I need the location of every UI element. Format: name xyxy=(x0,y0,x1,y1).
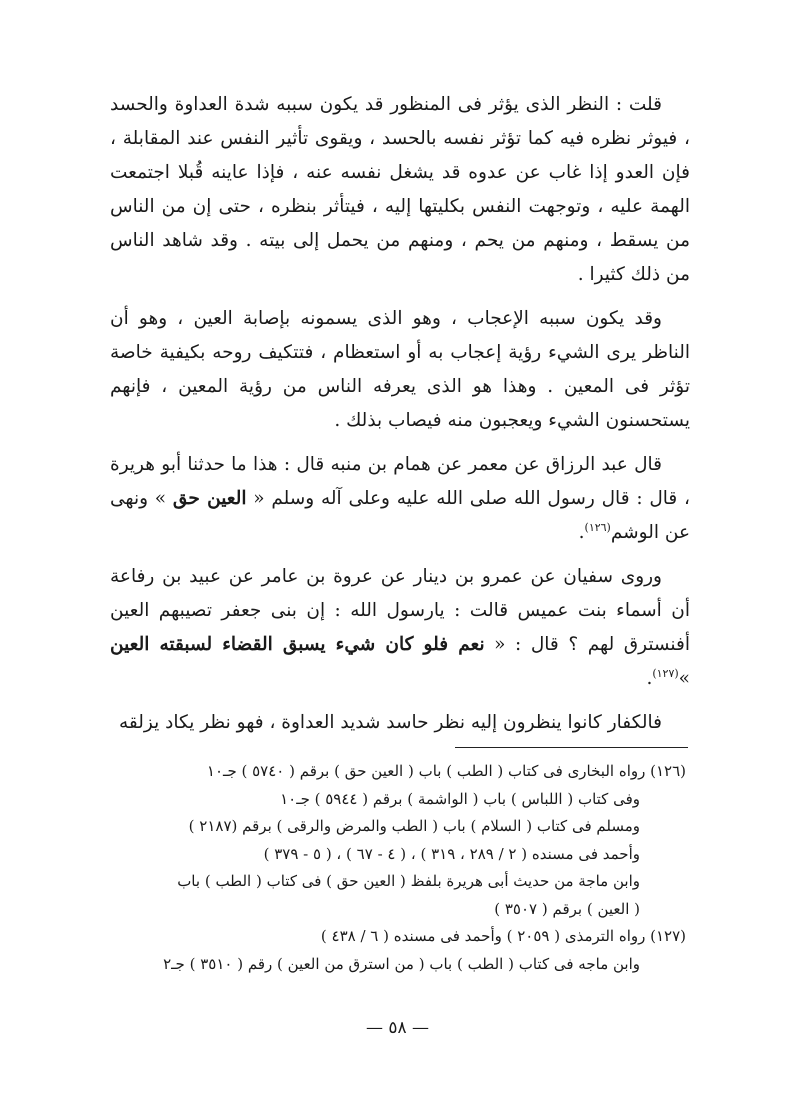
footnote-ref-126: (١٢٦) xyxy=(584,520,611,534)
footnote-127-line-2: وابن ماجه فى كتاب ( الطب ) باب ( من استرق من العين ) رقم ( ٣٥١٠ ) جـ٢ xyxy=(163,954,640,973)
paragraph-4-pre: وروى سفيان عن عمرو بن دينار عن عروة بن عامر عن عبيد بن رفاعة أن أسماء بنت عميس قالت : يارسول الله : إن بنى جعفر تصيبهم العين أفنسترق لهم ؟ قال : « xyxy=(110,566,690,655)
page-number: — ٥٨ — xyxy=(365,1018,430,1038)
paragraph-5: فالكفار كانوا ينظرون إليه نظر حاسد شديد العداوة ، فهو نظر يكاد يزلقه xyxy=(118,712,662,733)
footnote-126-line-2: وفى كتاب ( اللباس ) باب ( الواشمة ) برقم ( ٥٩٤٤ ) جـ١٠ xyxy=(280,789,640,808)
paragraph-3-end: . xyxy=(578,522,585,543)
paragraph-4-post: » xyxy=(678,668,690,689)
paragraph-1: قلت : النظر الذى يؤثر فى المنظور قد يكون سببه شدة العداوة والحسد ، فيوثر نظره فيه كما تؤثر نفسه بالحسد ، ويقوى تأثير النفس عند المقابلة ، فإن العدو إذا غاب عن عدوه قد يشغل نفسه عنه ، فإذا عاينه قُبلا اجتمعت الهمة عليه ، وتوجهت النفس بكليتها إليه ، فيتأثر بنظره ، حتى إن من الناس من يسقط ، ومنهم من يحم ، ومنهم من يحمل إلى بيته . وقد شاهد الناس من ذلك كثيرا . xyxy=(110,94,690,285)
footnote-126-line-1: (١٢٦) رواه البخارى فى كتاب ( الطب ) باب ( العين حق ) برقم ( ٥٧٤٠ ) جـ١٠ xyxy=(206,762,686,780)
paragraph-2: وقد يكون سببه الإعجاب ، وهو الذى يسمونه بإصابة العين ، وهو أن الناظر يرى الشيء رؤية إعجاب به أو استعظام ، فتتكيف روحه بكيفية خاصة تؤثر فى المعين . وهذا هو الذى يعرفه الناس من رؤية المعين ، فإنهم يستحسنون الشيء ويعجبون منه فيصاب بذلك . xyxy=(110,308,690,431)
paragraph-3-pre: قال عبد الرزاق عن معمر عن همام بن منبه قال : هذا ما حدثنا أبو هريرة ، قال : قال رسول الله صلى الله عليه وعلى آله وسلم « xyxy=(110,454,690,509)
paragraph-3-post: » ونهى عن الوشم xyxy=(110,488,690,543)
footnote-126-line-4: وأحمد فى مسنده ( ٢ / ٢٨٩ ، ٣١٩ ) ، ( ٤ - ٦٧ ) ، ( ٥ - ٣٧٩ ) xyxy=(263,844,640,863)
footnote-126-line-5: وابن ماجة من حديث أبى هريرة بلفظ ( العين حق ) فى كتاب ( الطب ) باب xyxy=(177,872,640,890)
hadith-quote-1: العين حق xyxy=(172,488,247,509)
paragraph-4-end: . xyxy=(646,668,653,689)
paragraph-4 xyxy=(110,560,690,696)
footnote-divider xyxy=(455,747,688,748)
footnote-126-line-6: ( العين ) برقم ( ٣٥٠٧ ) xyxy=(494,899,640,918)
footnotes xyxy=(130,758,686,978)
hadith-quote-2: نعم فلو كان شيء يسبق القضاء لسبقته العين xyxy=(110,634,485,655)
main-text xyxy=(110,88,690,750)
footnote-127-line-1: (١٢٧) رواه الترمذى ( ٢٠٥٩ ) وأحمد فى مسنده ( ٦ / ٤٣٨ ) xyxy=(320,927,686,945)
paragraph-3 xyxy=(110,448,690,550)
footnote-126-line-3: ومسلم فى كتاب ( السلام ) باب ( الطب والمرض والرقى ) برقم (٢١٨٧ ) xyxy=(188,817,640,835)
footnote-ref-127: (١٢٧) xyxy=(652,666,679,680)
